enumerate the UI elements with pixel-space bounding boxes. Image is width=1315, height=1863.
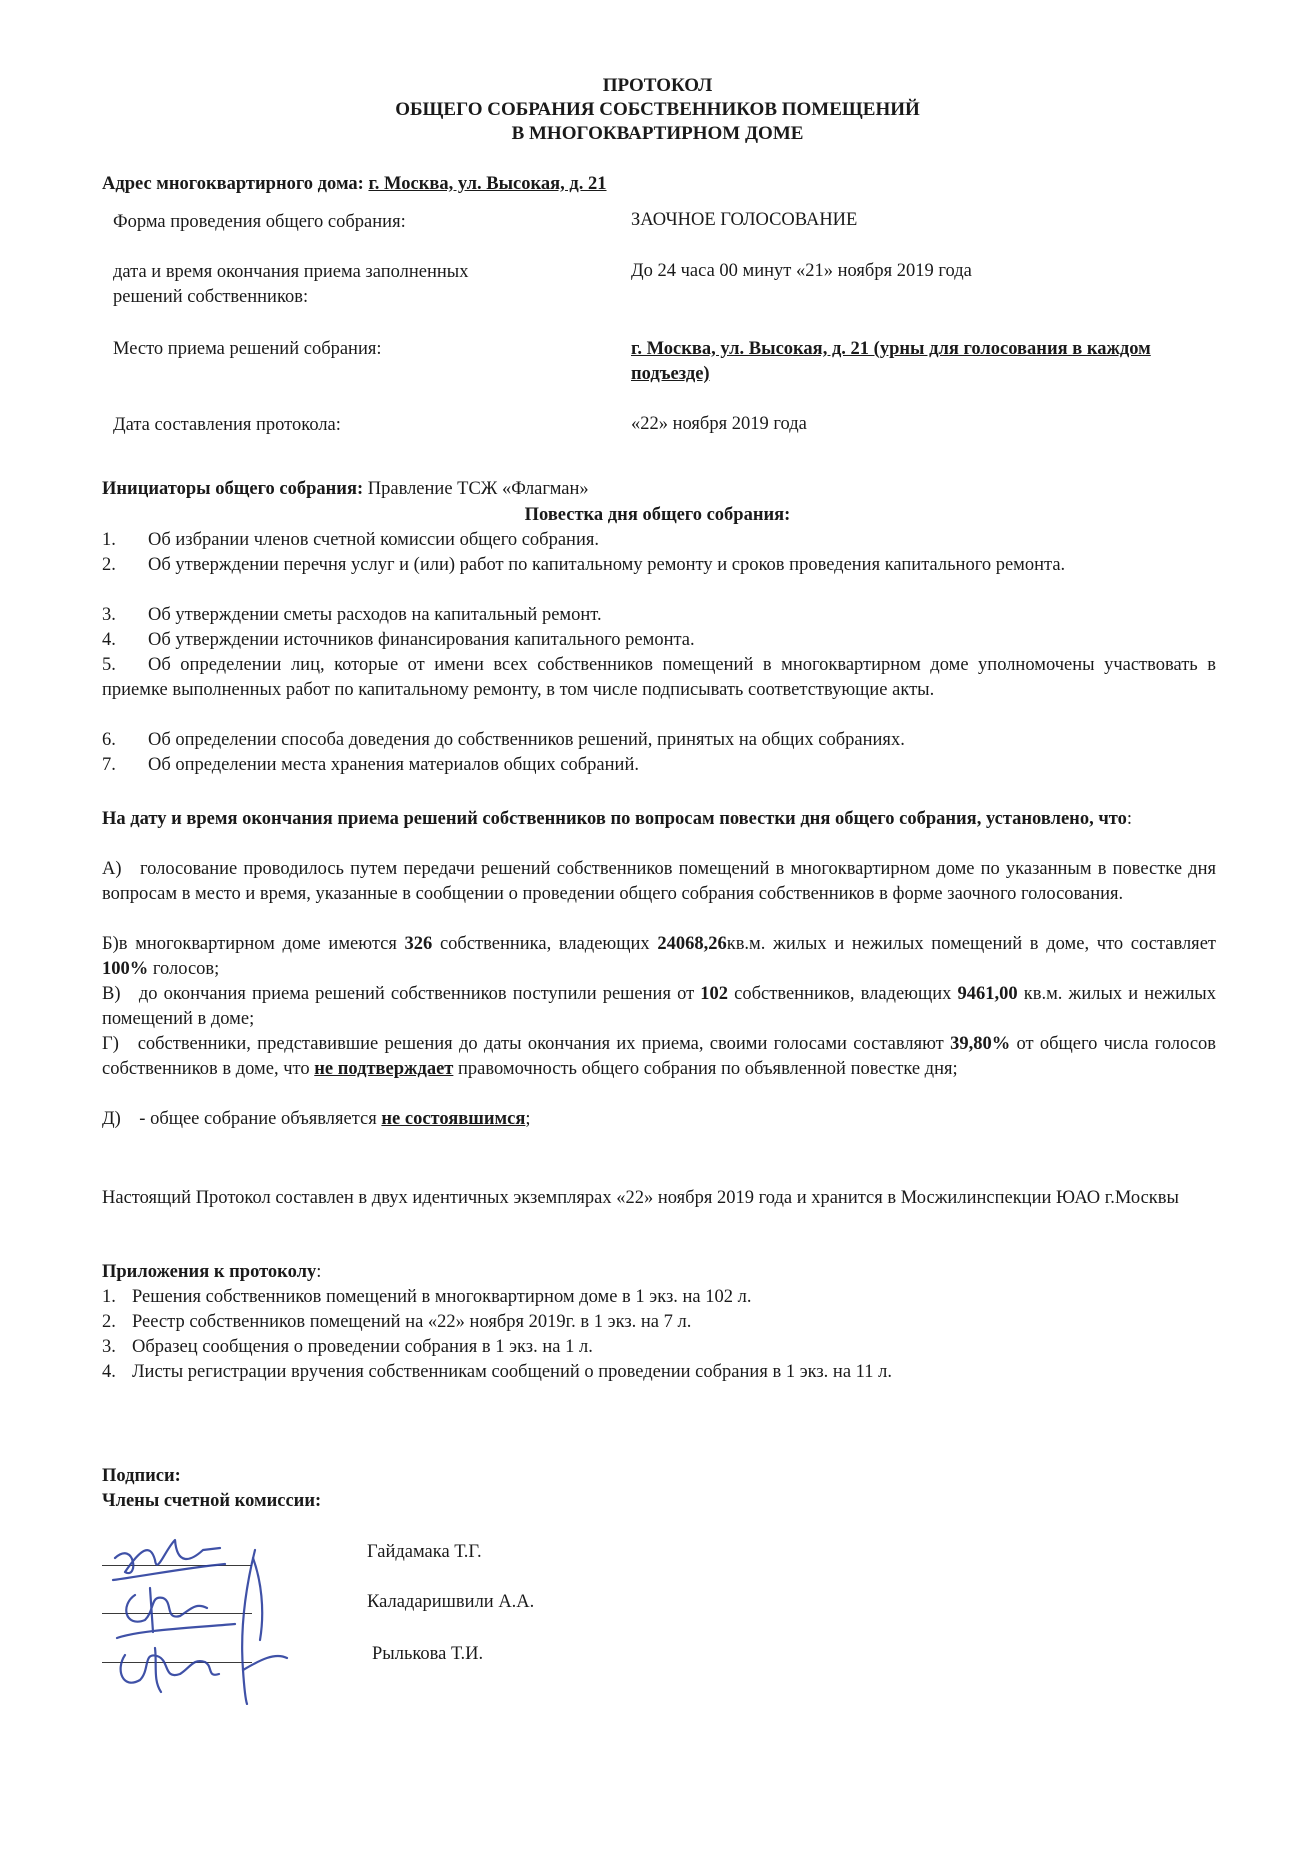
agenda-item-text: Об определении лиц, которые от имени всех собственников помещений в многоквартирном доме уполномочены участвовать в приемке выполненных работ по капитальному ремонту, в том числе подписывать соответствующие акты. xyxy=(102,655,1216,700)
agenda-item xyxy=(102,628,695,653)
initiators-label: Инициаторы общего собрания: xyxy=(102,479,364,499)
form-value: ЗАОЧНОЕ ГОЛОСОВАНИЕ xyxy=(631,210,858,230)
area-total: 24068,26 xyxy=(657,934,727,954)
result-text: ; xyxy=(525,1109,531,1129)
agenda-item-text: Об утверждении источников финансирования капитального ремонта. xyxy=(148,630,695,650)
agenda-item-number: 2. xyxy=(102,555,116,575)
attachment-number: 1. xyxy=(102,1287,116,1307)
agenda-item-text: Об избрании членов счетной комиссии общего собрания. xyxy=(148,530,599,550)
attachment-text: Образец сообщения о проведении собрания в 1 экз. на 1 л. xyxy=(132,1337,593,1357)
address-label: Адрес многоквартирного дома: xyxy=(102,174,364,194)
results-heading-bold: На дату и время окончания приема решений собственников по вопросам повестки дня общего собрания, установлено, что xyxy=(102,809,1127,829)
date-value: «22» ноября 2019 года xyxy=(631,414,807,434)
results-heading xyxy=(102,807,1216,832)
agenda-item xyxy=(102,603,602,628)
member-name: Каладаришвили А.А. xyxy=(367,1592,535,1612)
deadline-label-line-2: решений собственников: xyxy=(113,287,309,307)
result-text: кв.м. жилых и нежилых помещений в доме; xyxy=(102,984,1216,1029)
result-item-g xyxy=(102,1032,1216,1082)
initiators-row xyxy=(102,477,589,502)
result-text: до окончания приема решений собственников поступили решения от xyxy=(138,984,701,1004)
member-name: Гайдамака Т.Г. xyxy=(367,1542,482,1562)
attachment-text: Решения собственников помещений в многоквартирном доме в 1 экз. на 102 л. xyxy=(132,1287,752,1307)
attachments-heading xyxy=(102,1260,321,1285)
signature-mark xyxy=(95,1520,305,1705)
attachment-number: 3. xyxy=(102,1337,116,1357)
agenda-item-text: Об утверждении перечня услуг и (или) работ по капитальному ремонту и сроков проведения капитального ремонта. xyxy=(148,555,1066,575)
agenda-item xyxy=(102,653,1216,703)
result-text: - общее собрание объявляется xyxy=(139,1109,382,1129)
result-text: голосов; xyxy=(148,959,220,979)
result-text: собственников, владеющих xyxy=(728,984,958,1004)
result-text: голосование проводилось путем передачи решений собственников помещений в многоквартирном доме по указанным в повестке дня вопросам в место и время, указанные в сообщении о проведении общего собрания собственников в форме заочного голосования. xyxy=(102,859,1217,904)
agenda-item-text: Об определении способа доведения до собственников решений, принятых на общих собраниях. xyxy=(148,730,905,750)
agenda-item-text: Об утверждении сметы расходов на капитальный ремонт. xyxy=(148,605,602,625)
agenda-item-number: 3. xyxy=(102,605,116,625)
agenda-item xyxy=(102,728,905,753)
attachment-item xyxy=(102,1335,593,1360)
agenda-item-number: 4. xyxy=(102,630,116,650)
owners-voted: 102 xyxy=(700,984,729,1004)
agenda-item xyxy=(102,528,599,553)
deadline-label-line-1: дата и время окончания приема заполненных xyxy=(113,262,469,282)
result-label: Д) xyxy=(102,1109,121,1129)
date-label: Дата составления протокола: xyxy=(113,415,341,435)
place-label: Место приема решений собрания: xyxy=(113,339,382,359)
agenda-item xyxy=(102,753,639,778)
meeting-status: не состоявшимся xyxy=(381,1109,526,1129)
agenda-item xyxy=(102,553,1216,578)
attachment-item xyxy=(102,1360,892,1385)
quorum-status: не подтверждает xyxy=(314,1059,454,1079)
owners-total: 326 xyxy=(404,934,433,954)
document-title-line-1: ПРОТОКОЛ xyxy=(602,75,713,96)
attachment-number: 2. xyxy=(102,1312,116,1332)
result-item-d xyxy=(102,1107,531,1132)
attachments-heading-colon: : xyxy=(316,1262,322,1282)
closing-statement: Настоящий Протокол составлен в двух идентичных экземплярах «22» ноября 2019 года и хранится в Мосжилинспекции ЮАО г.Москвы xyxy=(102,1188,1179,1208)
agenda-item-number: 7. xyxy=(102,755,116,775)
result-item-b xyxy=(102,932,1216,982)
agenda-item-number: 6. xyxy=(102,730,116,750)
result-item-v xyxy=(102,982,1216,1032)
result-text: Б)в многоквартирном доме имеются xyxy=(102,934,405,954)
result-label: А) xyxy=(102,859,122,879)
agenda-heading: Повестка дня общего собрания: xyxy=(524,505,791,525)
result-text: собственники, представившие решения до даты окончания их приема, своими голосами составляют xyxy=(137,1034,951,1054)
member-name: Рылькова Т.И. xyxy=(372,1644,484,1664)
committee-heading: Члены счетной комиссии: xyxy=(102,1491,322,1511)
form-label: Форма проведения общего собрания: xyxy=(113,212,406,232)
result-label: В) xyxy=(102,984,121,1004)
votes-total-percent: 100% xyxy=(102,959,149,979)
signatures-heading: Подписи: xyxy=(102,1466,181,1486)
initiators-value: Правление ТСЖ «Флагман» xyxy=(367,479,589,499)
attachments-heading-text: Приложения к протоколу xyxy=(102,1262,317,1282)
result-text: от общего числа голосов собственников в доме, что xyxy=(102,1034,1217,1079)
address-row xyxy=(102,172,607,197)
result-text: собственника, владеющих xyxy=(432,934,658,954)
result-label: Г) xyxy=(102,1034,119,1054)
document-title-line-2: ОБЩЕГО СОБРАНИЯ СОБСТВЕННИКОВ ПОМЕЩЕНИЙ xyxy=(395,99,920,120)
result-text: кв.м. жилых и нежилых помещений в доме, что составляет xyxy=(726,934,1216,954)
votes-percent: 39,80% xyxy=(950,1034,1011,1054)
address-value: г. Москва, ул. Высокая, д. 21 xyxy=(368,174,607,194)
agenda-item-number: 1. xyxy=(102,530,116,550)
attachment-text: Листы регистрации вручения собственникам сообщений о проведении собрания в 1 экз. на 11 л. xyxy=(132,1362,892,1382)
place-value-line-1: г. Москва, ул. Высокая, д. 21 (урны для голосования в каждом xyxy=(631,339,1151,359)
attachment-item xyxy=(102,1285,751,1310)
attachment-item xyxy=(102,1310,691,1335)
attachment-text: Реестр собственников помещений на «22» ноября 2019г. в 1 экз. на 7 л. xyxy=(132,1312,692,1332)
attachment-number: 4. xyxy=(102,1362,116,1382)
result-item-a xyxy=(102,857,1216,907)
document-title-line-3: В МНОГОКВАРТИРНОМ ДОМЕ xyxy=(511,123,804,144)
area-voted: 9461,00 xyxy=(957,984,1018,1004)
agenda-item-text: Об определении места хранения материалов общих собраний. xyxy=(148,755,639,775)
results-heading-colon: : xyxy=(1126,809,1133,829)
result-text: правомочность общего собрания по объявленной повестке дня; xyxy=(453,1059,958,1079)
place-value-line-2: подъезде) xyxy=(631,364,710,384)
deadline-value: До 24 часа 00 минут «21» ноября 2019 года xyxy=(631,261,972,281)
agenda-item-number: 5. xyxy=(102,655,116,675)
